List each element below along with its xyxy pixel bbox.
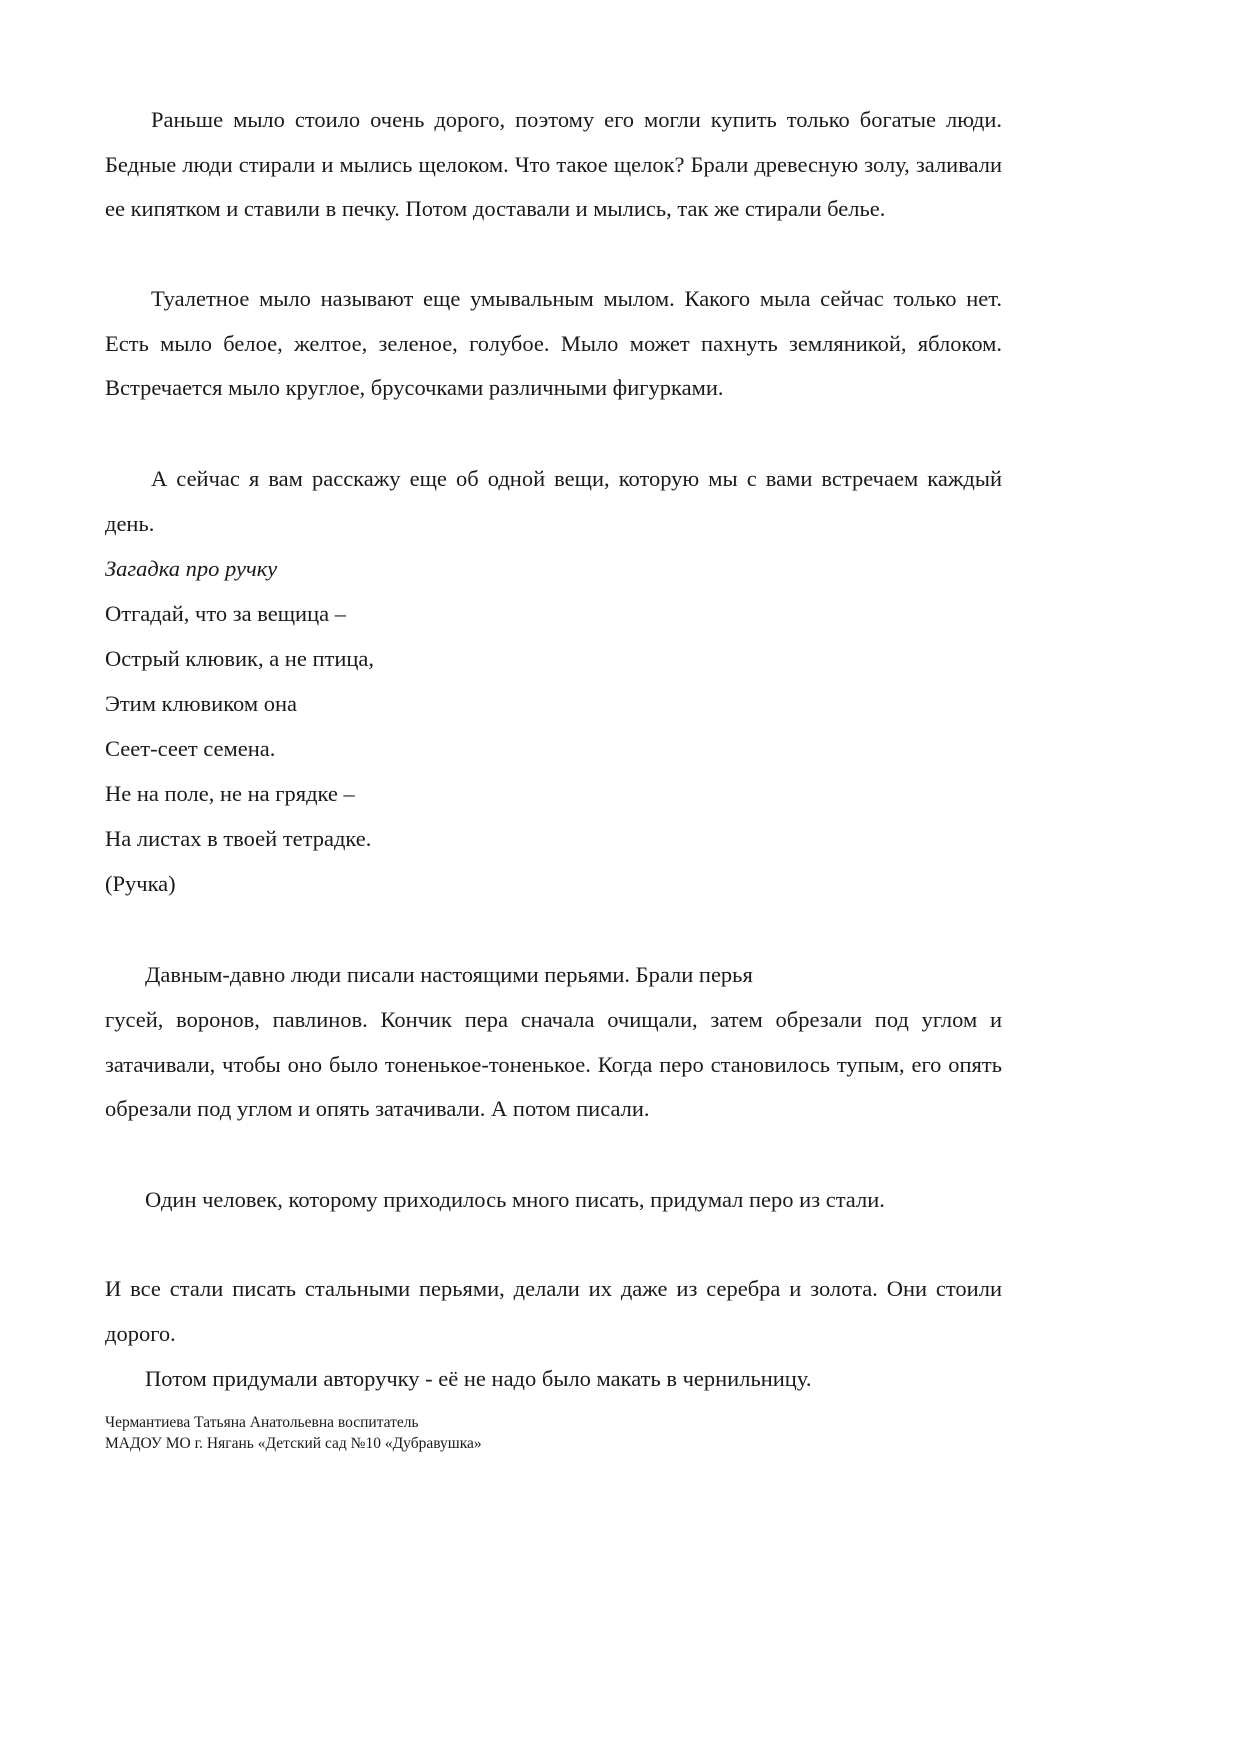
footer-author: Чермантиева Татьяна Анатольевна воспитатель <box>105 1414 419 1431</box>
paragraph-soap-history: Раньше мыло стоило очень дорого, поэтому его могли купить только богатые люди. Бедные люди стирали и мылись щелоком. Что такое щелок? Брали древесную золу, заливали ее кипятком и ставили в печку. Потом доставали и мылись, так же стирали белье. <box>105 107 1002 222</box>
riddle-line-4: Сеет-сеет семена. <box>105 736 276 761</box>
paragraph-steel-pen: Один человек, которому приходилось много писать, придумал перо из стали. <box>145 1187 885 1212</box>
paragraph-steel-feathers: И все стали писать стальными перьями, делали их даже из серебра и золота. Они стоили дорого. <box>105 1276 1002 1346</box>
riddle-title: Загадка про ручку <box>105 556 278 581</box>
paragraph-feathers: гусей, воронов, павлинов. Кончик пера сначала очищали, затем обрезали под углом и затачивали, чтобы оно было тоненькое-тоненькое. Когда перо становилось тупым, его опять обрезали под углом и опять затачивали. А потом писали. <box>105 1007 1002 1122</box>
paragraph-feathers-first-line: Давным-давно люди писали настоящими перьями. Брали перья <box>145 962 753 987</box>
paragraph-fountain-pen: Потом придумали авторучку - её не надо было макать в чернильницу. <box>145 1366 812 1391</box>
riddle-line-2: Острый клювик, а не птица, <box>105 646 375 671</box>
riddle-line-5: Не на поле, не на грядке – <box>105 781 355 806</box>
paragraph-toilet-soap: Туалетное мыло называют еще умывальным мылом. Какого мыла сейчас только нет. Есть мыло белое, желтое, зеленое, голубое. Мыло может пахнуть земляникой, яблоком. Встречается мыло круглое, брусочками различными фигурками. <box>105 286 1002 401</box>
paragraph-intro-pen: А сейчас я вам расскажу еще об одной вещи, которую мы с вами встречаем каждый день. <box>105 466 1002 536</box>
riddle-line-3: Этим клювиком она <box>105 691 297 716</box>
riddle-line-6: На листах в твоей тетрадке. <box>105 826 372 851</box>
footer-institution: МАДОУ МО г. Нягань «Детский сад №10 «Дубравушка» <box>105 1435 482 1452</box>
riddle-answer: (Ручка) <box>105 871 176 896</box>
riddle-line-1: Отгадай, что за вещица – <box>105 601 346 626</box>
